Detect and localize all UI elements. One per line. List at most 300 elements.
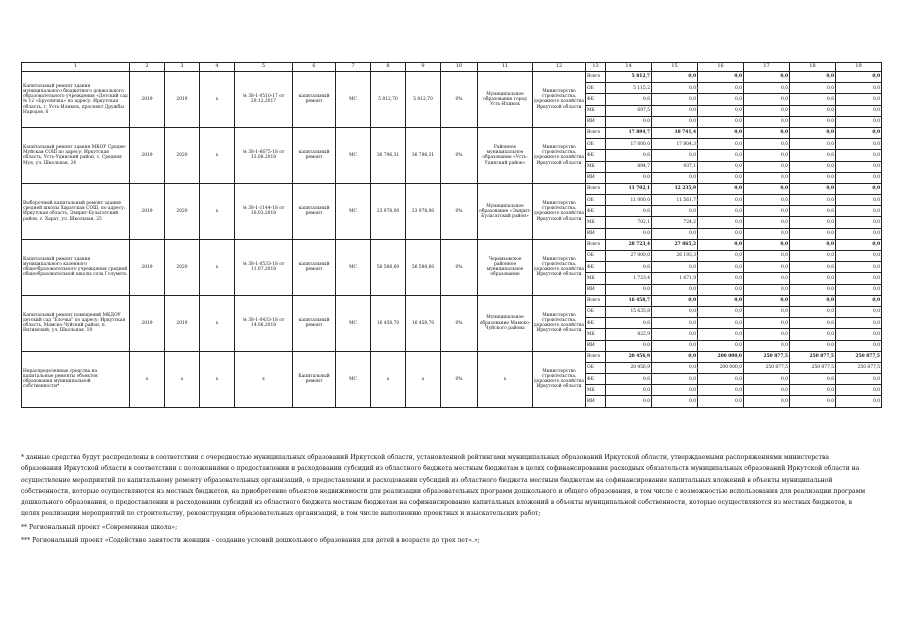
amount-cell: 250 877,5	[744, 351, 790, 362]
amount-cell: 20 456,9	[606, 351, 652, 362]
amount-cell: 0,0	[698, 284, 744, 295]
amount-cell: 0,0	[790, 116, 836, 127]
amount-cell: 0,0	[744, 306, 790, 317]
amount-cell: 0,0	[744, 94, 790, 105]
amount-cell: 0,0	[744, 295, 790, 306]
amount-cell: 0,0	[744, 206, 790, 217]
amount-cell: 0,0	[790, 239, 836, 250]
table-row	[22, 351, 882, 362]
year-start: 2019	[130, 72, 165, 128]
table-row	[22, 127, 882, 138]
amount-cell: 0,0	[836, 139, 882, 150]
expertise-conclusion: № 38-1-0433-18 от 14.06.2018	[235, 295, 293, 351]
estimated-cost: 36 796,31	[371, 127, 406, 183]
header-cell: 13	[586, 63, 606, 72]
readiness-percent: 0%	[441, 239, 478, 295]
funding-source-label: ОБ	[586, 83, 606, 94]
funding-source-label: ИИ	[586, 172, 606, 183]
amount-cell: 0,0	[744, 217, 790, 228]
amount-cell: 0,0	[652, 351, 698, 362]
amount-cell: 0,0	[652, 105, 698, 116]
year-start: х	[130, 351, 165, 407]
remaining-cost: х	[406, 351, 441, 407]
amount-cell: 0,0	[744, 262, 790, 273]
expertise-conclusion: № 38-1-0510-17 от 29.12.2017	[235, 72, 293, 128]
funding-source-label: ИИ	[586, 228, 606, 239]
amount-cell: 0,0	[790, 206, 836, 217]
amount-cell: 0,0	[744, 329, 790, 340]
amount-cell: 18 741,4	[652, 127, 698, 138]
amount-cell: 0,0	[698, 374, 744, 385]
funding-source-label: Всего	[586, 295, 606, 306]
amount-cell: 0,0	[698, 105, 744, 116]
amount-cell: 0,0	[698, 206, 744, 217]
amount-cell: 0,0	[652, 306, 698, 317]
header-cell: 12	[533, 63, 586, 72]
amount-cell: 724,2	[652, 217, 698, 228]
header-cell: 1	[22, 63, 130, 72]
amount-cell: 0,0	[652, 150, 698, 161]
amount-cell: 0,0	[652, 116, 698, 127]
amount-cell: 0,0	[606, 262, 652, 273]
ownership: МС	[336, 127, 371, 183]
amount-cell: 0,0	[744, 150, 790, 161]
amount-cell: 0,0	[698, 127, 744, 138]
funding-source-label: Всего	[586, 72, 606, 83]
amount-cell: 11 702,1	[606, 183, 652, 194]
header-cell: 15	[652, 63, 698, 72]
amount-cell: 702,1	[606, 217, 652, 228]
year-end: 2020	[165, 127, 200, 183]
table-row	[22, 72, 882, 83]
amount-cell: 0,0	[744, 273, 790, 284]
amount-cell: 0,0	[606, 94, 652, 105]
amount-cell: 0,0	[698, 150, 744, 161]
amount-cell: 0,0	[836, 329, 882, 340]
amount-cell: 0,0	[790, 329, 836, 340]
amount-cell: 0,0	[790, 94, 836, 105]
amount-cell: 0,0	[744, 195, 790, 206]
amount-cell: 0,0	[836, 161, 882, 172]
amount-cell: 26 193,3	[652, 251, 698, 262]
amount-cell: 0,0	[790, 273, 836, 284]
amount-cell: 11 561,7	[652, 195, 698, 206]
estimated-cost: х	[371, 351, 406, 407]
document-table-area	[21, 62, 880, 449]
estimated-cost: 23 978,00	[371, 183, 406, 239]
amount-cell: 0,0	[744, 83, 790, 94]
amount-cell: 0,0	[652, 385, 698, 396]
amount-cell: 250 877,5	[836, 362, 882, 373]
amount-cell: 0,0	[790, 150, 836, 161]
responsible-ministry: Министерство строительства, дорожного хозяйства Иркутской области	[533, 127, 586, 183]
marker-cell: х	[200, 351, 235, 407]
amount-cell: 0,0	[790, 183, 836, 194]
estimated-cost: 56 588,60	[371, 239, 406, 295]
amount-cell: 0,0	[698, 295, 744, 306]
header-cell: 8	[371, 63, 406, 72]
header-cell: 5	[235, 63, 293, 72]
amount-cell: 0,0	[698, 195, 744, 206]
expertise-conclusion: № 38-1-6675-18 от 13.08.2018	[235, 127, 293, 183]
year-end: х	[165, 351, 200, 407]
amount-cell: 0,0	[698, 306, 744, 317]
expertise-conclusion: № 38-1-0533-18 от 11.07.2018	[235, 239, 293, 295]
header-cell: 2	[130, 63, 165, 72]
amount-cell: 17 000,0	[606, 139, 652, 150]
amount-cell: 0,0	[790, 306, 836, 317]
amount-cell: 0,0	[698, 139, 744, 150]
amount-cell: 0,0	[744, 72, 790, 83]
amount-cell: 0,0	[744, 239, 790, 250]
project-description: Капитальный ремонт помещений МКДОУ детский сад "Елочка" по адресу: Иркутская область, Мамско-Чуйский район, п. Витимский, ул. Школьная, 18	[22, 295, 130, 351]
amount-cell: 0,0	[652, 94, 698, 105]
amount-cell: 0,0	[606, 318, 652, 329]
header-cell: 9	[406, 63, 441, 72]
year-end: 2020	[165, 183, 200, 239]
marker-cell: х	[200, 72, 235, 128]
footnote-unallocated-funds: * данные средства будут распределены в соответствии с очередностью муниципальных образований Иркутской области, установленной рейтингами муниципальных образований Иркутской области, утверждаемыми распоряжениями министерства образования Иркутской области в соответствии с положениями о предоставлении и расходовании субсидий из областного бюджета местным бюджетам в целях софинансирования расходных обязательств муниципальных образований Иркутской области на осуществление мероприятий по капитальному ремонту образовательных организаций, о предоставлении и расходовании субсидий из областного бюджета местным бюджетам на софинансирование капитальных вложений в объекты муниципальной собственности, которые осуществляются из местных бюджетов, на приобретение объектов недвижимости для реализации образовательных программ дошкольного и общего образования, в том числе с возможностью использования для реализации программ дошкольного образования, о предоставлении и расходовании субсидий из областного бюджета местным бюджетам на софинансирование капитальных вложений в объекты муниципальной собственности, которые осуществляются из местных бюджетов, в целях реализации мероприятий по строительству, реконструкции образовательных организаций, в том числе выполнению проектных и изыскательских работ;	[21, 454, 866, 518]
responsible-ministry: Министерство строительства, дорожного хозяйства Иркутской области	[533, 239, 586, 295]
year-start: 2019	[130, 295, 165, 351]
amount-cell: 0,0	[836, 172, 882, 183]
amount-cell: 0,0	[652, 228, 698, 239]
funding-source-label: ФБ	[586, 318, 606, 329]
municipality: х	[478, 351, 533, 407]
amount-cell: 0,0	[744, 374, 790, 385]
marker-cell: х	[200, 239, 235, 295]
amount-cell: 0,0	[698, 318, 744, 329]
year-start: 2019	[130, 183, 165, 239]
amount-cell: 27 865,2	[652, 239, 698, 250]
amount-cell: 0,0	[836, 72, 882, 83]
amount-cell: 200 000,0	[698, 362, 744, 373]
municipality: Муниципальное образование «Эхирит-Булагатский район»	[478, 183, 533, 239]
amount-cell: 0,0	[790, 83, 836, 94]
amount-cell: 0,0	[836, 295, 882, 306]
funding-source-label: Всего	[586, 127, 606, 138]
amount-cell: 0,0	[744, 139, 790, 150]
amount-cell: 0,0	[836, 273, 882, 284]
remaining-cost: 16 458,70	[406, 295, 441, 351]
funding-source-label: ОБ	[586, 362, 606, 373]
marker-cell: х	[200, 127, 235, 183]
project-description: Нераспределенные средства на капитальные ремонты объектов образования муниципальной собственности*	[22, 351, 130, 407]
financing-table	[21, 62, 882, 408]
readiness-percent: 0%	[441, 72, 478, 128]
municipality: Муниципальное образование Мамско-Чуйского района	[478, 295, 533, 351]
amount-cell: 0,0	[836, 284, 882, 295]
footnote-modern-school: ** Региональный проект «Современная школа»;	[21, 523, 178, 531]
amount-cell: 250 877,5	[790, 351, 836, 362]
funding-source-label: ФБ	[586, 374, 606, 385]
funding-source-label: МБ	[586, 385, 606, 396]
amount-cell: 0,0	[790, 228, 836, 239]
project-description: Капитальный ремонт здания муниципального бюджетного дошкольного образовательного учреждения «Детский сад № 12 «Брусничка» по адресу: Иркутская область, г. Усть-Илимск, проспект Дружбы Народов, 6	[22, 72, 130, 128]
work-type: капитальный ремонт	[293, 72, 336, 128]
year-start: 2019	[130, 127, 165, 183]
footnotes	[21, 452, 871, 546]
year-end: 2019	[165, 72, 200, 128]
header-cell: 17	[744, 63, 790, 72]
amount-cell: 0,0	[790, 217, 836, 228]
header-cell: 10	[441, 63, 478, 72]
funding-source-label: ФБ	[586, 262, 606, 273]
amount-cell: 937,1	[652, 161, 698, 172]
amount-cell: 11 000,0	[606, 195, 652, 206]
amount-cell: 0,0	[698, 262, 744, 273]
readiness-percent: 0%	[441, 351, 478, 407]
readiness-percent: 0%	[441, 295, 478, 351]
amount-cell: 0,0	[836, 239, 882, 250]
amount-cell: 0,0	[744, 385, 790, 396]
amount-cell: 0,0	[790, 262, 836, 273]
ownership: МС	[336, 183, 371, 239]
estimated-cost: 16 458,70	[371, 295, 406, 351]
amount-cell: 0,0	[836, 217, 882, 228]
amount-cell: 0,0	[744, 172, 790, 183]
amount-cell: 0,0	[698, 116, 744, 127]
amount-cell: 0,0	[698, 329, 744, 340]
work-type: капитальный ремонт	[293, 239, 336, 295]
amount-cell: 0,0	[652, 72, 698, 83]
funding-source-label: ФБ	[586, 150, 606, 161]
remaining-cost: 5 812,70	[406, 72, 441, 128]
amount-cell: 27 000,0	[606, 251, 652, 262]
amount-cell: 0,0	[744, 284, 790, 295]
header-row	[22, 63, 882, 72]
header-cell: 14	[606, 63, 652, 72]
amount-cell: 0,0	[790, 295, 836, 306]
amount-cell: 697,5	[606, 105, 652, 116]
amount-cell: 0,0	[652, 374, 698, 385]
amount-cell: 0,0	[836, 83, 882, 94]
amount-cell: 0,0	[652, 295, 698, 306]
amount-cell: 0,0	[790, 318, 836, 329]
amount-cell: 0,0	[698, 72, 744, 83]
responsible-ministry: Министерство строительства, дорожного хозяйства Иркутской области	[533, 72, 586, 128]
ownership: МС	[336, 351, 371, 407]
expertise-conclusion: х	[235, 351, 293, 407]
amount-cell: 250 877,5	[836, 351, 882, 362]
funding-source-label: ФБ	[586, 206, 606, 217]
amount-cell: 0,0	[836, 105, 882, 116]
amount-cell: 0,0	[698, 172, 744, 183]
amount-cell: 15 635,8	[606, 306, 652, 317]
amount-cell: 0,0	[836, 396, 882, 407]
funding-source-label: ОБ	[586, 306, 606, 317]
amount-cell: 0,0	[790, 105, 836, 116]
funding-source-label: МБ	[586, 105, 606, 116]
ownership: МС	[336, 72, 371, 128]
amount-cell: 0,0	[698, 251, 744, 262]
marker-cell: х	[200, 295, 235, 351]
amount-cell: 0,0	[698, 183, 744, 194]
work-type: капитальный ремонт	[293, 295, 336, 351]
amount-cell: 0,0	[790, 374, 836, 385]
funding-source-label: МБ	[586, 273, 606, 284]
amount-cell: 0,0	[836, 306, 882, 317]
amount-cell: 0,0	[606, 396, 652, 407]
amount-cell: 5 812,7	[606, 72, 652, 83]
header-cell: 7	[336, 63, 371, 72]
amount-cell: 0,0	[790, 161, 836, 172]
amount-cell: 0,0	[744, 183, 790, 194]
expertise-conclusion: № 38-1-1144-18 от 16.03.2018	[235, 183, 293, 239]
funding-source-label: ИИ	[586, 396, 606, 407]
amount-cell: 0,0	[652, 329, 698, 340]
funding-source-label: МБ	[586, 217, 606, 228]
amount-cell: 0,0	[790, 284, 836, 295]
header-cell: 16	[698, 63, 744, 72]
amount-cell: 0,0	[606, 150, 652, 161]
amount-cell: 0,0	[698, 228, 744, 239]
project-description: Выборочный капитальный ремонт здания средней школы Харатская СОШ, по адресу: Иркутская область, Эхирит-Булагатский район, с. Харат, ул. Школьная, 25	[22, 183, 130, 239]
amount-cell: 0,0	[652, 284, 698, 295]
funding-source-label: Всего	[586, 351, 606, 362]
readiness-percent: 0%	[441, 127, 478, 183]
funding-source-label: ИИ	[586, 116, 606, 127]
amount-cell: 0,0	[790, 72, 836, 83]
amount-cell: 0,0	[698, 83, 744, 94]
amount-cell: 0,0	[836, 340, 882, 351]
funding-source-label: ИИ	[586, 340, 606, 351]
amount-cell: 200 000,0	[698, 351, 744, 362]
amount-cell: 0,0	[836, 150, 882, 161]
amount-cell: 0,0	[606, 340, 652, 351]
amount-cell: 0,0	[744, 127, 790, 138]
amount-cell: 0,0	[836, 206, 882, 217]
amount-cell: 894,7	[606, 161, 652, 172]
amount-cell: 0,0	[836, 374, 882, 385]
header-cell: 4	[200, 63, 235, 72]
amount-cell: 0,0	[652, 262, 698, 273]
funding-source-label: ОБ	[586, 139, 606, 150]
amount-cell: 0,0	[744, 228, 790, 239]
amount-cell: 0,0	[606, 228, 652, 239]
municipality: Районное муниципальное образование «Усть-Удинский район»	[478, 127, 533, 183]
funding-source-label: Всего	[586, 239, 606, 250]
amount-cell: 0,0	[744, 396, 790, 407]
amount-cell: 0,0	[744, 340, 790, 351]
header-cell: 3	[165, 63, 200, 72]
amount-cell: 5 115,2	[606, 83, 652, 94]
marker-cell: х	[200, 183, 235, 239]
funding-source-label: МБ	[586, 161, 606, 172]
amount-cell: 0,0	[836, 251, 882, 262]
table-row	[22, 295, 882, 306]
header-cell: 18	[790, 63, 836, 72]
amount-cell: 0,0	[606, 172, 652, 183]
amount-cell: 12 235,9	[652, 183, 698, 194]
amount-cell: 1 671,9	[652, 273, 698, 284]
municipality: Черемховское районное муниципальное образование	[478, 239, 533, 295]
estimated-cost: 5 812,70	[371, 72, 406, 128]
work-type: капитальный ремонт	[293, 127, 336, 183]
amount-cell: 0,0	[652, 83, 698, 94]
amount-cell: 20 456,9	[606, 362, 652, 373]
amount-cell: 0,0	[836, 116, 882, 127]
amount-cell: 0,0	[790, 385, 836, 396]
amount-cell: 0,0	[698, 273, 744, 284]
project-description: Капитальный ремонт здания муниципального казенного общеобразовательного учреждения средней общеобразовательной школы села Голуметь	[22, 239, 130, 295]
work-type: капитальный ремонт	[293, 183, 336, 239]
amount-cell: 0,0	[606, 284, 652, 295]
year-start: 2019	[130, 239, 165, 295]
amount-cell: 16 458,7	[606, 295, 652, 306]
amount-cell: 250 877,5	[744, 362, 790, 373]
amount-cell: 0,0	[790, 139, 836, 150]
remaining-cost: 56 588,60	[406, 239, 441, 295]
amount-cell: 0,0	[698, 239, 744, 250]
amount-cell: 0,0	[744, 251, 790, 262]
amount-cell: 0,0	[606, 385, 652, 396]
ownership: МС	[336, 239, 371, 295]
amount-cell: 0,0	[652, 396, 698, 407]
remaining-cost: 36 796,31	[406, 127, 441, 183]
amount-cell: 0,0	[744, 161, 790, 172]
amount-cell: 0,0	[698, 385, 744, 396]
responsible-ministry: Министерство строительства, дорожного хозяйства Иркутской области	[533, 295, 586, 351]
amount-cell: 0,0	[744, 318, 790, 329]
responsible-ministry: Министерство строительства, дорожного хозяйства Иркутской области	[533, 351, 586, 407]
table-row	[22, 239, 882, 250]
amount-cell: 17 894,7	[606, 127, 652, 138]
funding-source-label: МБ	[586, 329, 606, 340]
header-cell: 19	[836, 63, 882, 72]
amount-cell: 0,0	[836, 127, 882, 138]
amount-cell: 0,0	[836, 195, 882, 206]
amount-cell: 0,0	[698, 396, 744, 407]
amount-cell: 0,0	[652, 318, 698, 329]
amount-cell: 0,0	[652, 206, 698, 217]
amount-cell: 0,0	[606, 206, 652, 217]
amount-cell: 0,0	[744, 116, 790, 127]
amount-cell: 0,0	[606, 116, 652, 127]
amount-cell: 0,0	[606, 374, 652, 385]
amount-cell: 0,0	[652, 172, 698, 183]
amount-cell: 0,0	[698, 161, 744, 172]
amount-cell: 0,0	[698, 217, 744, 228]
amount-cell: 0,0	[698, 340, 744, 351]
amount-cell: 0,0	[836, 318, 882, 329]
amount-cell: 0,0	[836, 262, 882, 273]
amount-cell: 822,9	[606, 329, 652, 340]
amount-cell: 0,0	[790, 172, 836, 183]
amount-cell: 1 723,4	[606, 273, 652, 284]
readiness-percent: 0%	[441, 183, 478, 239]
amount-cell: 250 877,5	[790, 362, 836, 373]
amount-cell: 0,0	[790, 127, 836, 138]
amount-cell: 0,0	[836, 183, 882, 194]
table-row	[22, 183, 882, 194]
amount-cell: 0,0	[790, 251, 836, 262]
amount-cell: 17 804,3	[652, 139, 698, 150]
responsible-ministry: Министерство строительства, дорожного хозяйства Иркутской области	[533, 183, 586, 239]
amount-cell: 0,0	[790, 340, 836, 351]
year-end: 2019	[165, 295, 200, 351]
amount-cell: 0,0	[652, 362, 698, 373]
amount-cell: 0,0	[790, 195, 836, 206]
ownership: МС	[336, 295, 371, 351]
year-end: 2020	[165, 239, 200, 295]
municipality: Муниципальное образование город Усть-Илимск	[478, 72, 533, 128]
header-cell: 6	[293, 63, 336, 72]
funding-source-label: ИИ	[586, 284, 606, 295]
amount-cell: 0,0	[836, 228, 882, 239]
amount-cell: 0,0	[836, 94, 882, 105]
work-type: Капитальный ремонт	[293, 351, 336, 407]
